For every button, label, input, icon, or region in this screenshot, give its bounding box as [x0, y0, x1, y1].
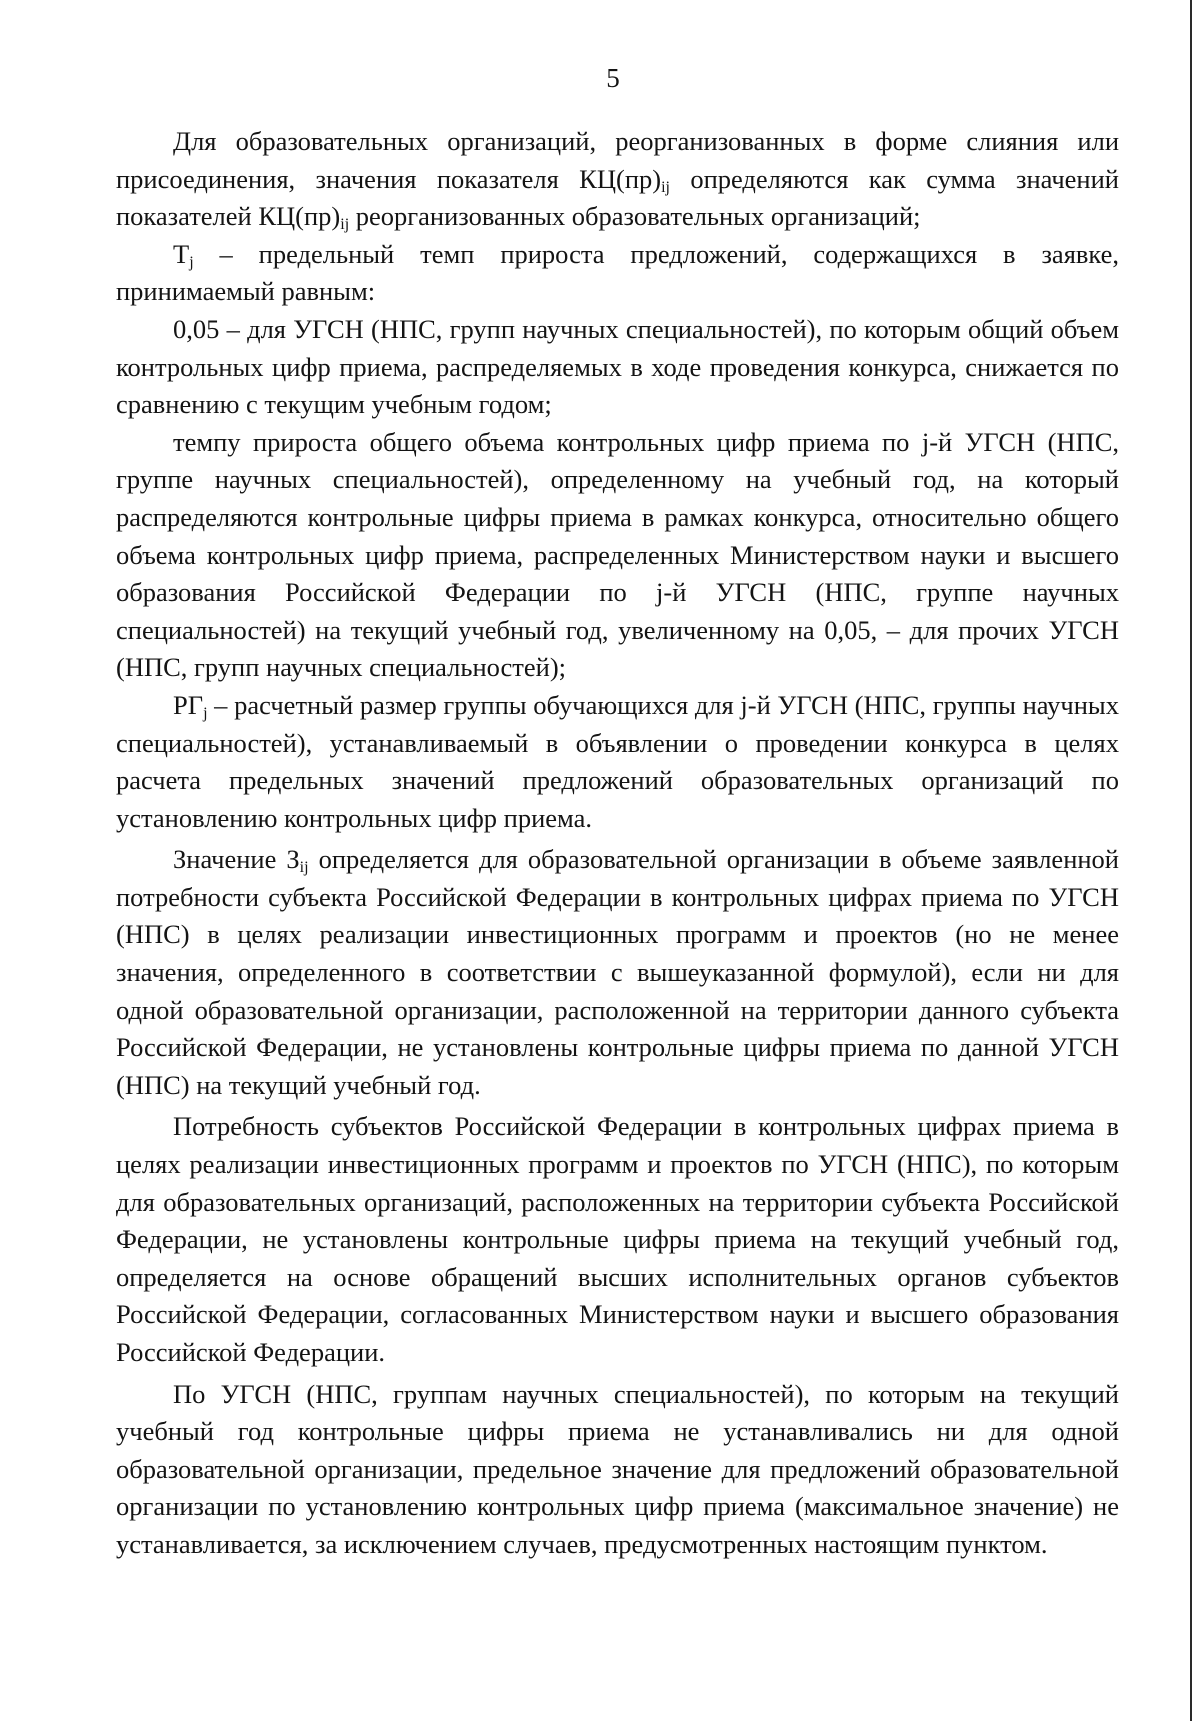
subscript: j	[189, 253, 194, 271]
text-segment: – предельный темп прироста предложений, содержащихся в заявке, принимаемый равным:	[116, 238, 1119, 307]
paragraph-group-size-definition	[116, 687, 1119, 837]
page-number: 5	[606, 63, 620, 93]
subscript: ij	[340, 216, 350, 234]
paragraph-growth-rate-definition	[116, 236, 1119, 311]
text-segment: определяется для образовательной организации в объеме заявленной потребности субъекта Российской Федерации в контрольных цифрах приема по УГСН (НПС) в целях реализации инвестиционных программ и проектов (но не менее значения, определенного в соответствии с вышеуказанной формулой), если ни для одной образовательной организации, расположенной на территории данного субъекта Российской Федерации, не установлены контрольные цифры приема по данной УГСН (НПС) на текущий учебный год.	[116, 844, 1119, 1100]
paragraph-value-zij	[116, 841, 1119, 1104]
text-segment: реорганизованных образовательных организаций;	[349, 201, 921, 232]
subscript: j	[203, 704, 208, 722]
paragraph-no-limit-cases: По УГСН (НПС, группам научных специальностей), по которым на текущий учебный год контрольные цифры приема не устанавливались ни для одной образовательной организации, предельное значение для предложений образовательной организации по установлению контрольных цифр приема (максимальное значение) не устанавливается, за исключением случаев, предусмотренных настоящим пунктом.	[116, 1378, 1119, 1559]
subscript: ij	[299, 859, 309, 877]
paragraph-rate-other-ugsn: темпу прироста общего объема контрольных цифр приема по j-й УГСН (НПС, группе научных специальностей), определенному на учебный год, на который распределяются контрольные цифры приема в рамках конкурса, относительно общего объема контрольных цифр приема, распределенных Министерством науки и высшего образования Российской Федерации по j-й УГСН (НПС, группе научных специальностей) на текущий учебный год, увеличенному на 0,05, – для прочих УГСН (НПС, групп научных специальностей);	[116, 426, 1119, 683]
scan-edge-line	[1190, 0, 1192, 1721]
text-segment: определяются как сумма значений показателей КЦ(пр)	[116, 163, 1119, 232]
text-segment: – расчетный размер группы обучающихся для j-й УГСН (НПС, группы научных специальностей), устанавливаемый в объявлении о проведении конкурса в целях расчета предельных значений предложений образовательных организаций по установлению контрольных цифр приема.	[116, 689, 1119, 833]
text-segment: Для образовательных организаций, реорганизованных в форме слияния или присоединения, значения показателя КЦ(пр)	[116, 126, 1119, 194]
document-body	[116, 123, 1119, 1564]
paragraph-reorganized-organizations	[116, 123, 1119, 236]
subscript: ij	[661, 178, 670, 196]
paragraph-rate-decreasing-volume: 0,05 – для УГСН (НПС, групп научных специальностей), по которым общий объем контрольных цифр приема, распределяемых в ходе проведения конкурса, снижается по сравнению с текущим учебным годом;	[116, 313, 1119, 420]
formula-symbol: T	[173, 238, 190, 269]
formula-symbol: РГ	[173, 689, 204, 720]
text-segment: Значение З	[173, 844, 300, 875]
paragraph-regional-demand: Потребность субъектов Российской Федерации в контрольных цифрах приема в целях реализации инвестиционных программ и проектов по УГСН (НПС), по которым для образовательных организаций, расположенных на территории субъекта Российской Федерации, не установлены контрольные цифры приема на текущий учебный год, определяется на основе обращений высших исполнительных органов субъектов Российской Федерации, согласованных Министерством науки и высшего образования Российской Федерации.	[116, 1111, 1119, 1367]
